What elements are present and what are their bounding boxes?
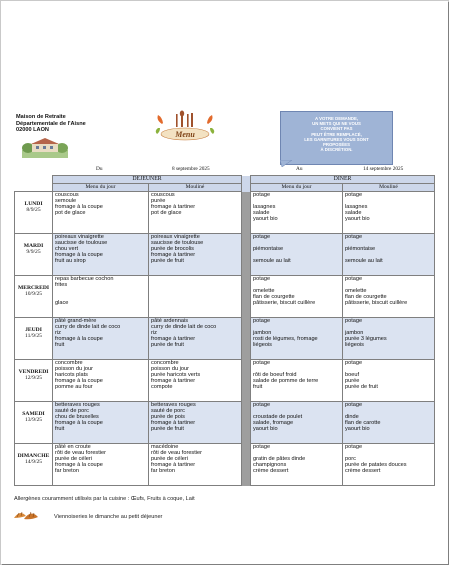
menu-item: repas barbecue cochon: [55, 276, 114, 282]
menu-item: pot de glace: [55, 210, 86, 217]
menu-item: couscous: [151, 192, 175, 198]
menu-item: purée haricots verts: [151, 372, 201, 379]
diner-menu-cell: [251, 402, 343, 444]
menu-item: fromage à tartiner: [151, 462, 196, 469]
day-row: [15, 360, 435, 402]
allergens-note: Allergènes couramment utilisés par la cuisine : Œufs, Fruits à coque, Lait: [14, 496, 195, 502]
diner-menu-cell: [251, 276, 343, 318]
menu-item: betteraves rouges: [55, 402, 100, 408]
menu-item: haricots plats: [55, 372, 88, 379]
diner-mouline-cell: [343, 318, 435, 360]
day-name: JEUDI: [25, 327, 42, 333]
menu-item: [151, 300, 239, 306]
dejeuner-mouline-cell: [149, 276, 242, 318]
diner-menu-cell: [251, 360, 343, 402]
diner-mouline-cell: [343, 360, 435, 402]
period-du-label: Du: [96, 166, 103, 172]
menu-item: potage: [345, 360, 363, 366]
day-label: [15, 234, 53, 276]
menu-item: yaourt bio: [253, 426, 278, 433]
menu-item: purée de brocolis: [151, 246, 194, 253]
notice-text: [281, 112, 392, 152]
menu-item: fromage à tartiner: [151, 252, 196, 259]
menu-item: fromage à la coupe: [55, 462, 103, 469]
menu-item: chou vert: [55, 246, 79, 253]
diner-mouline-cell: [343, 276, 435, 318]
menu-item: rosti de légumes, fromage: [253, 336, 318, 343]
dejeuner-mouline-header: Mouliné: [149, 184, 242, 192]
menu-item: fromage à la coupe: [55, 378, 103, 385]
day-label: [15, 444, 53, 486]
menu-item: far breton: [151, 468, 175, 475]
menu-item: potage: [345, 192, 363, 198]
dejeuner-mouline-cell: [149, 402, 242, 444]
menu-item: potage: [345, 276, 363, 282]
menu-item: pot de glace: [151, 210, 182, 217]
menu-item: semoule au lait: [345, 258, 383, 265]
menu-logo: [150, 110, 220, 142]
menu-item: sauté de porc: [55, 408, 89, 415]
day-label: [15, 402, 53, 444]
menu-item: sauté de porc: [151, 408, 185, 415]
menu-item: fromage à tartiner: [151, 420, 196, 427]
dejeuner-menu-cell: [53, 276, 149, 318]
menu-item: yaourt bio: [345, 426, 370, 433]
menu-item: potage: [345, 444, 363, 450]
menu-item: fruit: [55, 426, 65, 433]
separator: [242, 444, 251, 486]
menu-item: salade: [345, 210, 362, 217]
menu-item: saucisse de toulouse: [55, 240, 108, 247]
menu-item: pomme au four: [55, 384, 93, 391]
dejeuner-menu-cell: [53, 318, 149, 360]
menu-item: potage: [345, 318, 363, 324]
day-name: SAMEDI: [22, 411, 45, 417]
dejeuner-header: DEJEUNER: [53, 176, 242, 184]
day-date: 14/9/25: [24, 459, 43, 466]
org-line-1: Maison de Retraite: [16, 114, 66, 120]
dejeuner-mouline-cell: [149, 444, 242, 486]
dejeuner-menu-cell: [53, 192, 149, 234]
menu-item: concombre: [151, 360, 179, 366]
day-date: 8/9/25: [26, 207, 41, 214]
day-name: MARDI: [23, 243, 44, 249]
menu-item: rôti de veau forestier: [55, 450, 106, 457]
menu-item: croustade de poulet: [253, 414, 303, 421]
menu-item: pâté en croute: [55, 444, 91, 450]
menu-item: purée: [345, 378, 360, 385]
menu-item: potage: [253, 444, 271, 450]
separator: [242, 176, 251, 184]
day-label: [15, 276, 53, 318]
menu-item: flan de courgette: [253, 294, 295, 301]
org-line-2: Départementale de l'Aisne: [16, 120, 86, 127]
menu-item: purée de fruit: [151, 426, 184, 433]
menu-item: poireaux vinaigrette: [151, 234, 200, 240]
menu-item: fromage à la coupe: [55, 420, 103, 427]
org-line-3: 02000 LAON: [16, 127, 49, 134]
separator: [242, 184, 251, 192]
menu-item: pâtisserie, biscuit cuillère: [345, 300, 408, 307]
menu-item: purée de céleri: [151, 456, 189, 463]
menu-item: jambon: [345, 330, 364, 337]
dejeuner-mouline-cell: [149, 192, 242, 234]
notice-line: UN METS QUI NE VOUS: [312, 121, 361, 127]
diner-mouline-cell: [343, 402, 435, 444]
logo-text: Menu: [175, 130, 195, 139]
menu-item: potage: [345, 402, 363, 408]
day-name: MERCREDI: [17, 285, 50, 291]
building-illustration: [22, 136, 68, 158]
menu-item: flan de carotte: [345, 420, 381, 427]
menu-item: piémontaise: [253, 246, 284, 253]
menu-item: riz: [151, 330, 157, 337]
menu-item: fromage à tartiner: [151, 378, 196, 385]
day-date: 12/9/25: [24, 375, 43, 382]
menu-item: purée de fruit: [345, 384, 378, 391]
separator: [242, 234, 251, 276]
separator: [242, 192, 251, 234]
menu-item: potage: [253, 234, 271, 240]
day-row: [15, 444, 435, 486]
menu-item: poisson du jour: [151, 366, 189, 373]
menu-item: rôti de boeuf froid: [253, 372, 297, 379]
menu-item: gratin de pâtes dinde: [253, 456, 306, 463]
menu-item: fromage à la coupe: [55, 252, 103, 259]
menu-item: lasagnes: [345, 204, 368, 211]
weekly-menu-table: [14, 175, 435, 486]
menu-item: omelette: [345, 288, 367, 295]
menu-item: couscous: [55, 192, 79, 198]
notice-line: PEUT ÊTRE REMPLACÉ,: [311, 131, 362, 137]
menu-item: fromage à la coupe: [55, 204, 103, 211]
menu-item: semoule: [55, 198, 77, 205]
menu-item: pâtisserie, biscuit cuillère: [253, 300, 316, 307]
menu-item: rôti de veau forestier: [151, 450, 202, 457]
day-date: 9/9/25: [26, 249, 41, 256]
notice-line: PROPOSÉES: [323, 142, 350, 148]
menu-item: fromage à tartiner: [151, 336, 196, 343]
day-label: [15, 360, 53, 402]
day-date: 11/9/25: [25, 333, 42, 340]
menu-item: salade, fromage: [253, 420, 294, 427]
menu-item: purée 3 légumes: [345, 336, 387, 343]
menu-item: jambon: [253, 330, 272, 337]
day-date: 13/9/25: [24, 417, 43, 424]
menu-item: dinde: [345, 414, 359, 421]
notice-box: [280, 111, 393, 165]
menu-item: fromage à la coupe: [55, 336, 103, 343]
corner-cell: [15, 176, 53, 184]
day-row: [15, 234, 435, 276]
organization-block: [16, 114, 86, 134]
menu-item: liégeois: [253, 342, 272, 349]
menu-item: fromage à tartiner: [151, 204, 196, 211]
menu-item: crème dessert: [253, 468, 289, 475]
menu-item: riz: [55, 330, 61, 337]
menu-item: compote: [151, 384, 173, 391]
menu-item: betteraves rouges: [151, 402, 196, 408]
menu-item: purée de patates douces: [345, 462, 407, 469]
menu-item: potage: [253, 402, 271, 408]
day-row: [15, 276, 435, 318]
menu-item: boeuf: [345, 372, 359, 379]
menu-item: curry de dinde lait de coco: [55, 324, 121, 331]
day-name: LUNDI: [24, 201, 43, 207]
notice-line: À DISCRÉTION.: [320, 147, 353, 153]
menu-item: yaourt bio: [253, 216, 278, 223]
menu-item: purée de pois: [151, 414, 185, 421]
separator: [242, 360, 251, 402]
day-label: [15, 192, 53, 234]
brunch-note: Viennoiseries le dimanche au petit déjeuner: [54, 514, 163, 520]
day-name: VENDREDI: [18, 369, 49, 375]
diner-mouline-cell: [343, 444, 435, 486]
menu-item: flan de courgette: [345, 294, 387, 301]
menu-item: macédoine: [151, 444, 179, 450]
menu-item: frites: [55, 282, 68, 289]
menu-item: purée de céleri: [55, 456, 93, 463]
notice-line: A VOTRE DEMANDE,: [314, 116, 359, 121]
menu-item: fruit: [55, 342, 65, 349]
menu-item: liégeois: [345, 342, 364, 349]
diner-menu-cell: [251, 318, 343, 360]
menu-item: purée: [151, 198, 166, 205]
dejeuner-menu-cell: [53, 234, 149, 276]
menu-item: glace: [55, 300, 69, 307]
dejeuner-menu-cell: [53, 360, 149, 402]
day-date: 10/9/25: [24, 291, 43, 298]
menu-item: curry de dinde lait de coco: [151, 324, 217, 331]
menu-item: poisson du jour: [55, 366, 93, 373]
menu-item: potage: [253, 360, 271, 366]
menu-item: chou de bruxelles: [55, 414, 99, 421]
day-row: [15, 318, 435, 360]
diner-mouline-header: Mouliné: [343, 184, 435, 192]
menu-item: fruit: [253, 384, 263, 391]
period-end: 14 septembre 2025: [363, 166, 404, 172]
menu-item: pâté ardennais: [151, 318, 189, 324]
menu-item: pâté grand-mère: [55, 318, 97, 324]
day-label: [15, 318, 53, 360]
menu-item: salade de pomme de terre: [253, 378, 319, 385]
notice-line: LES GARNITURES VOUS SONT: [304, 136, 369, 142]
menu-item: yaourt bio: [345, 216, 370, 223]
day-name: DIMANCHE: [17, 453, 50, 459]
menu-item: lasagnes: [253, 204, 276, 211]
menu-item: concombre: [55, 360, 83, 366]
menu-item: potage: [253, 192, 271, 198]
croissant-icon: [12, 508, 40, 522]
diner-menu-header: Menu du jour: [251, 184, 343, 192]
menu-item: potage: [253, 318, 271, 324]
menu-item: poireaux vinaigrette: [55, 234, 104, 240]
diner-menu-cell: [251, 234, 343, 276]
separator: [242, 402, 251, 444]
notice-line: CONVIENT PAS: [320, 126, 353, 132]
menu-item: omelette: [253, 288, 275, 295]
menu-item: porc: [345, 456, 356, 463]
menu-item: piémontaise: [345, 246, 376, 253]
notice-pointer: [280, 160, 292, 167]
menu-item: crème dessert: [345, 468, 381, 475]
dejeuner-menu-header: Menu du jour: [53, 184, 149, 192]
period-start: 8 septembre 2025: [172, 166, 210, 172]
menu-item: saucisse de toulouse: [151, 240, 204, 247]
dejeuner-menu-cell: [53, 444, 149, 486]
dejeuner-menu-cell: [53, 402, 149, 444]
menu-item: potage: [253, 276, 271, 282]
menu-item: purée de fruit: [151, 258, 184, 265]
separator: [242, 318, 251, 360]
menu-item: far breton: [55, 468, 79, 475]
menu-item: purée de fruit: [151, 342, 184, 349]
menu-item: champignons: [253, 462, 287, 469]
corner-cell: [15, 184, 53, 192]
diner-mouline-cell: [343, 234, 435, 276]
menu-item: semoule au lait: [253, 258, 291, 265]
dejeuner-mouline-cell: [149, 360, 242, 402]
diner-header: DINER: [251, 176, 435, 184]
diner-menu-cell: [251, 444, 343, 486]
separator: [242, 276, 251, 318]
day-row: [15, 402, 435, 444]
dejeuner-mouline-cell: [149, 234, 242, 276]
menu-item: fruit au sirop: [55, 258, 86, 265]
diner-menu-cell: [251, 192, 343, 234]
menu-item: salade: [253, 210, 270, 217]
diner-mouline-cell: [343, 192, 435, 234]
dejeuner-mouline-cell: [149, 318, 242, 360]
period-au-label: Au: [296, 166, 303, 172]
day-row: [15, 192, 435, 234]
menu-item: potage: [345, 234, 363, 240]
